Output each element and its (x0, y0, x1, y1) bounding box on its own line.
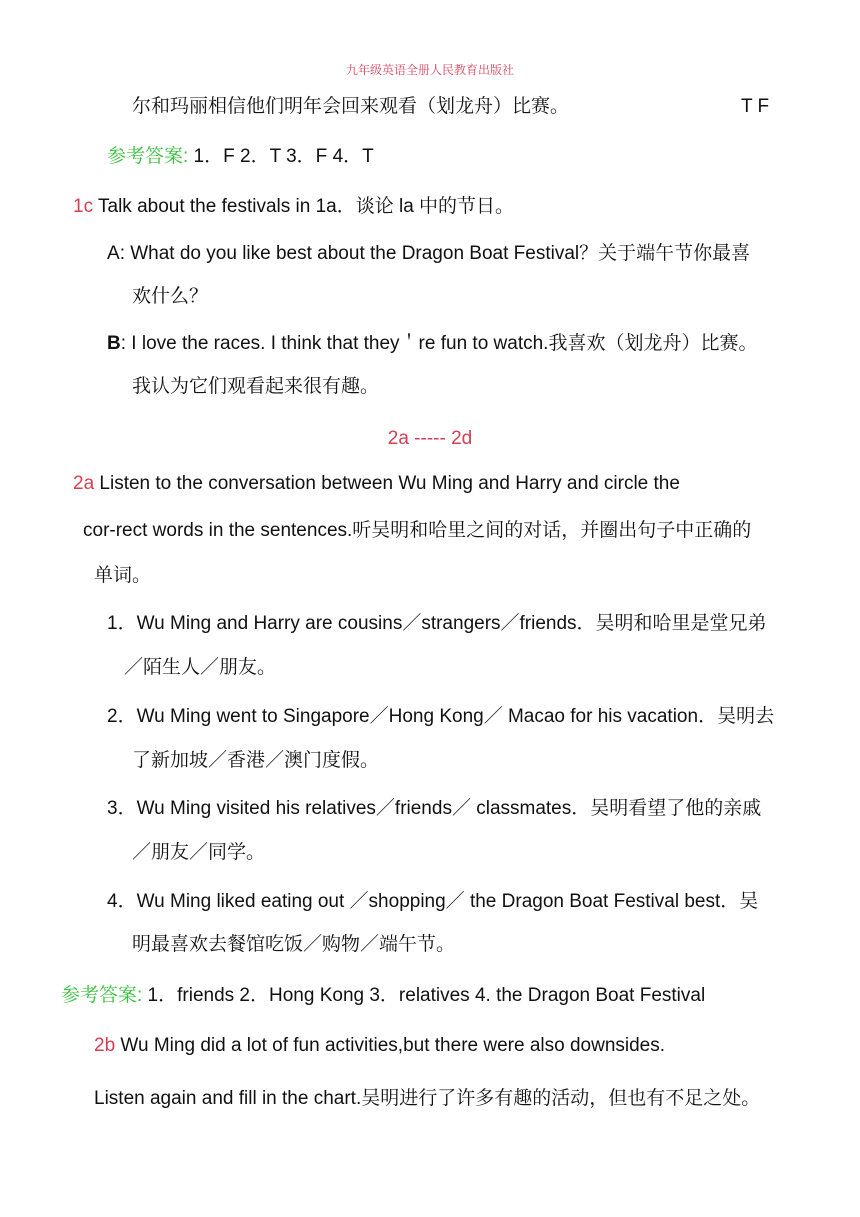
speaker-b: B (107, 333, 121, 354)
section-2a-line2: cor-rect words in the sentences.听吴明和哈里之间的对话，并圈出句子中正确的 (83, 520, 752, 541)
section-instruction: Talk about the festivals in 1a．谈论 la 中的节日。 (93, 196, 515, 217)
dialogue-a-line1 (107, 241, 750, 267)
answer-text: 1．friends 2．Hong Kong 3．relatives 4. the Dragon Boat Festival (142, 985, 706, 1006)
intro-tail-line: 尔和玛丽相信他们明年会回来观看（划龙舟）比赛。 (132, 96, 570, 117)
dialogue-b-text: : I love the races. I think that they＇re fun to watch.我喜欢（划龙舟）比赛。 (120, 333, 758, 354)
item-1-line1: 1．Wu Ming and Harry are cousins／strangers／friends．吴明和哈里是堂兄弟 (107, 613, 767, 634)
dialogue-a-text: : What do you like best about the Dragon Boat Festival？关于端午节你最喜 (119, 243, 751, 264)
answer-1b (107, 144, 374, 170)
item-2-line2: 了新加坡／香港／澳门度假。 (132, 750, 380, 771)
item-3-line2: ／朋友／同学。 (132, 842, 266, 863)
dialogue-a-line2: 欢什么？ (132, 286, 209, 307)
section-2a-line3: 单词。 (94, 565, 152, 586)
item-4-line2: 明最喜欢去餐馆吃饭／购物／端午节。 (132, 934, 456, 955)
speaker-a: A (107, 243, 120, 264)
section-title: 2a ----- 2d (387, 428, 473, 449)
section-label: 1c (73, 196, 94, 217)
answer-2a (61, 983, 705, 1009)
section-1c-heading (73, 194, 514, 220)
answer-text: 1．F 2．T 3．F 4．T (188, 146, 374, 167)
true-false-options: T F (741, 96, 770, 117)
answer-label: 参考答案: (61, 985, 143, 1006)
answer-label: 参考答案: (107, 146, 189, 167)
dialogue-b-line2: 我认为它们观看起来很有趣。 (132, 376, 380, 397)
item-2-line1: 2．Wu Ming went to Singapore／Hong Kong／ Macao for his vacation．吴明去 (107, 706, 775, 727)
item-3-line1: 3．Wu Ming visited his relatives／friends／ classmates．吴明看望了他的亲戚 (107, 798, 762, 819)
section-instruction: Wu Ming did a lot of fun activities,but there were also downsides. (115, 1035, 666, 1056)
section-instruction: Listen to the conversation between Wu Ming and Harry and circle the (94, 473, 680, 494)
item-1-line2: ／陌生人／朋友。 (124, 657, 277, 678)
dialogue-b-line1 (107, 331, 757, 357)
section-2b-line2: Listen again and fill in the chart.吴明进行了许多有趣的活动，但也有不足之处。 (94, 1088, 761, 1109)
section-label: 2a (73, 473, 95, 494)
page-header: 九年级英语全册人民教育出版社 (345, 63, 514, 77)
section-label: 2b (94, 1035, 116, 1056)
section-2a-line1 (73, 471, 680, 497)
item-4-line1: 4．Wu Ming liked eating out ／shopping／ the Dragon Boat Festival best．吴 (107, 891, 759, 912)
section-2b-line1 (94, 1033, 665, 1059)
